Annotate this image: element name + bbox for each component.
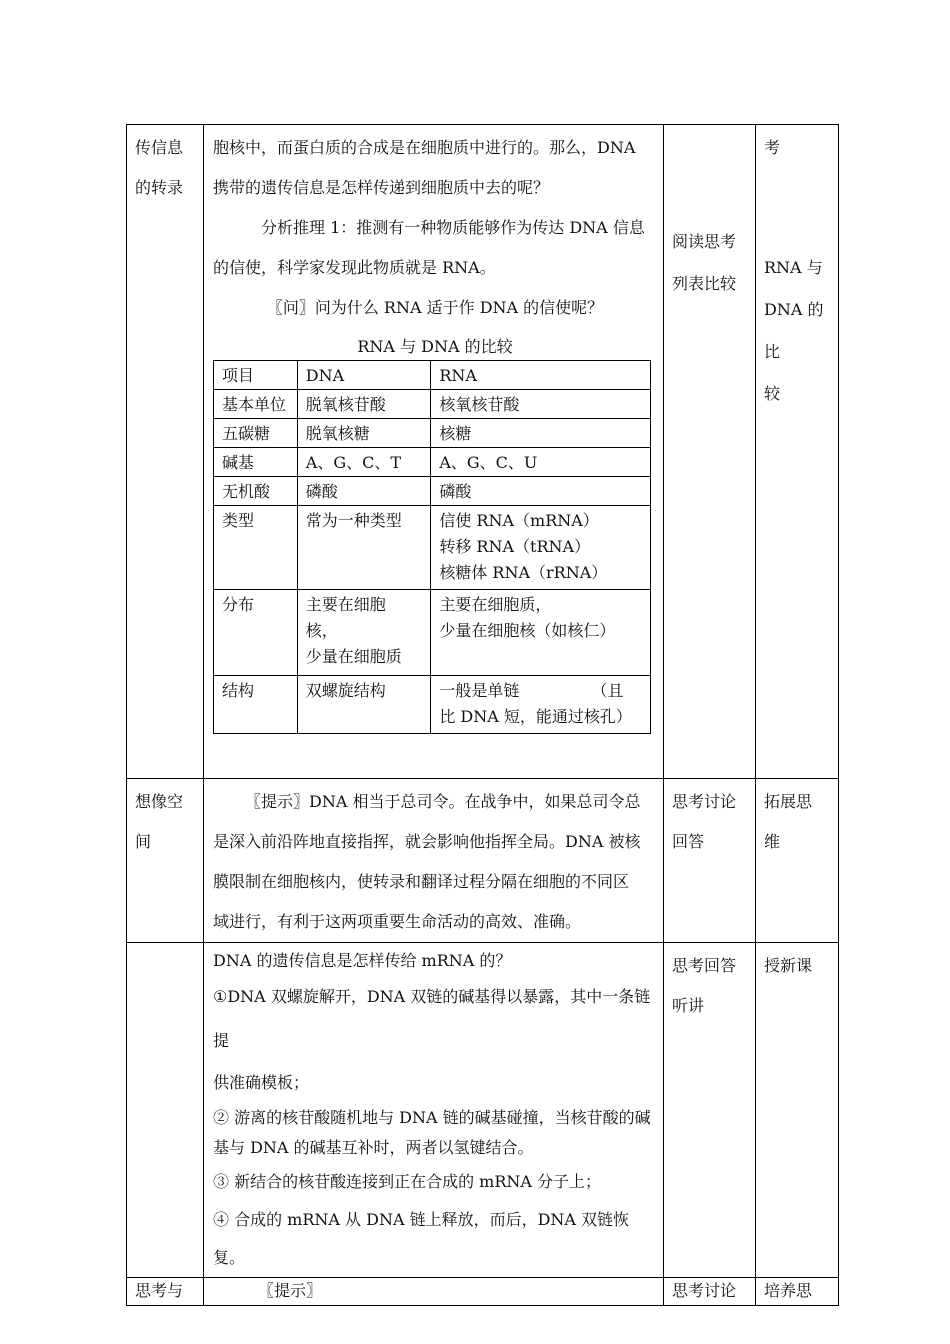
- activity-line: 思考讨论: [672, 1281, 737, 1300]
- intent-cell: [756, 125, 839, 779]
- hint-line: 是深入前沿阵地直接指挥，就会影响他指挥全局。DNA 被核: [213, 832, 641, 851]
- rna-line: 少量在细胞核（如核仁）: [439, 621, 616, 640]
- dna-line: 核，: [305, 621, 338, 640]
- stage-label-line: 思考与: [135, 1281, 184, 1300]
- comparison-row: [214, 448, 651, 477]
- rna-line: 核糖体 RNA（rRNA）: [439, 563, 608, 582]
- rna-line: 主要在细胞质，: [439, 595, 552, 614]
- header-cell: RNA: [431, 361, 651, 390]
- intent-line: 维: [764, 832, 781, 851]
- table-row: [127, 1278, 839, 1306]
- dna-cell: 磷酸: [297, 477, 431, 506]
- dna-cell: 常为一种类型: [297, 506, 431, 590]
- table-row: [127, 125, 839, 779]
- hint-label: 〖提示〗: [258, 1281, 323, 1300]
- comparison-title: RNA 与 DNA 的比较: [357, 337, 513, 356]
- intent-line: 拓展思: [764, 792, 813, 811]
- item-cell: 分布: [214, 590, 298, 676]
- activity-cell: [664, 943, 756, 1278]
- dna-cell: A、G、C、T: [297, 448, 431, 477]
- question-line: 〖问〗问为什么 RNA 适于作 DNA 的信使呢？: [266, 298, 604, 317]
- comparison-header-row: [214, 361, 651, 390]
- stage-label-line: 想像空: [135, 792, 184, 811]
- process-step: ①DNA 双螺旋解开，DNA 双链的碱基得以暴露，其中一条链提: [213, 987, 651, 1050]
- dna-cell: [297, 590, 431, 676]
- rna-line: 一般是单链 （且: [439, 681, 624, 700]
- item-cell: 基本单位: [214, 390, 298, 419]
- activity-cell: [664, 1278, 756, 1306]
- stage-cell: [127, 943, 204, 1278]
- rna-cell: 核氧核苷酸: [431, 390, 651, 419]
- comparison-row: [214, 676, 651, 734]
- comparison-row: [214, 390, 651, 419]
- rna-cell: [431, 676, 651, 734]
- stage-label-line: 间: [135, 832, 152, 851]
- stage-label-line: 传信息: [135, 138, 184, 157]
- comparison-table: [213, 360, 651, 734]
- table-row: [127, 779, 839, 943]
- comparison-row: [214, 477, 651, 506]
- content-cell: [204, 125, 664, 779]
- rna-cell: [431, 506, 651, 590]
- table-row: [127, 943, 839, 1278]
- stage-label-line: 的转录: [135, 178, 184, 197]
- rna-cell: [431, 590, 651, 676]
- process-step: ③ 新结合的核苷酸连接到正在合成的 mRNA 分子上；: [213, 1172, 602, 1191]
- activity-line: 阅读思考: [672, 232, 737, 251]
- hint-line: 域进行，有利于这两项重要生命活动的高效、准确。: [213, 912, 582, 931]
- process-step: ④ 合成的 mRNA 从 DNA 链上释放，而后，DNA 双链恢复。: [213, 1210, 630, 1267]
- rna-cell: 核糖: [431, 419, 651, 448]
- rna-cell: A、G、C、U: [431, 448, 651, 477]
- item-cell: 五碳糖: [214, 419, 298, 448]
- activity-line: 听讲: [672, 996, 705, 1015]
- analysis-line: 分析推理 1：推测有一种物质能够作为传达 DNA 信息: [261, 218, 645, 237]
- hint-line: 膜限制在细胞核内，使转录和翻译过程分隔在细胞的不同区: [213, 872, 630, 891]
- header-cell: DNA: [297, 361, 431, 390]
- stage-cell: [127, 1278, 204, 1306]
- stage-cell: [127, 125, 204, 779]
- item-cell: 无机酸: [214, 477, 298, 506]
- content-cell: [204, 1278, 664, 1306]
- process-step: 基与 DNA 的碱基互补时，两者以氢键结合。: [213, 1138, 534, 1157]
- comparison-row: [214, 419, 651, 448]
- intent-cell: [756, 1278, 839, 1306]
- intent-line: 授新课: [764, 956, 813, 975]
- stage-cell: [127, 779, 204, 943]
- analysis-continued: 的信使，科学家发现此物质就是 RNA。: [213, 258, 496, 277]
- content-cell: [204, 779, 664, 943]
- activity-line: 思考回答: [672, 956, 737, 975]
- activity-cell: [664, 125, 756, 779]
- rna-line: 转移 RNA（tRNA）: [439, 537, 591, 556]
- intent-line: RNA 与: [764, 258, 823, 277]
- dna-line: 少量在细胞质: [305, 647, 402, 666]
- lesson-plan-table: [126, 124, 839, 1306]
- activity-line: 思考讨论: [672, 792, 737, 811]
- intent-line: 培养思: [764, 1281, 813, 1300]
- item-cell: 碱基: [214, 448, 298, 477]
- dna-cell: 脱氧核苷酸: [297, 390, 431, 419]
- intent-cell: [756, 779, 839, 943]
- dna-cell: 双螺旋结构: [297, 676, 431, 734]
- content-cell: [204, 943, 664, 1278]
- process-question: DNA 的遗传信息是怎样传给 mRNA 的？: [213, 951, 512, 970]
- rna-line: 信使 RNA（mRNA）: [439, 511, 599, 530]
- hint-line: 〖提示〗DNA 相当于总司令。在战争中，如果总司令总: [245, 792, 641, 811]
- activity-cell: [664, 779, 756, 943]
- activity-line: 列表比较: [672, 274, 737, 293]
- rna-line: 比 DNA 短，能通过核孔）: [439, 707, 632, 726]
- rna-cell: 磷酸: [431, 477, 651, 506]
- comparison-row: [214, 506, 651, 590]
- item-cell: 类型: [214, 506, 298, 590]
- intent-line: 较: [764, 384, 781, 403]
- dna-cell: 脱氧核糖: [297, 419, 431, 448]
- activity-line: 回答: [672, 832, 705, 851]
- item-cell: 结构: [214, 676, 298, 734]
- intent-line: 考: [764, 138, 781, 157]
- content-line: 携带的遗传信息是怎样传递到细胞质中去的呢？: [213, 178, 550, 197]
- process-step: 供准确模板；: [213, 1073, 310, 1092]
- header-cell: 项目: [214, 361, 298, 390]
- intent-line: DNA 的比: [764, 300, 824, 361]
- comparison-row: [214, 590, 651, 676]
- process-step: ② 游离的核苷酸随机地与 DNA 链的碱基碰撞，当核苷酸的碱: [213, 1108, 651, 1127]
- content-line: 胞核中，而蛋白质的合成是在细胞质中进行的。那么，DNA: [213, 138, 636, 157]
- dna-line: 主要在细胞: [305, 595, 386, 614]
- intent-cell: [756, 943, 839, 1278]
